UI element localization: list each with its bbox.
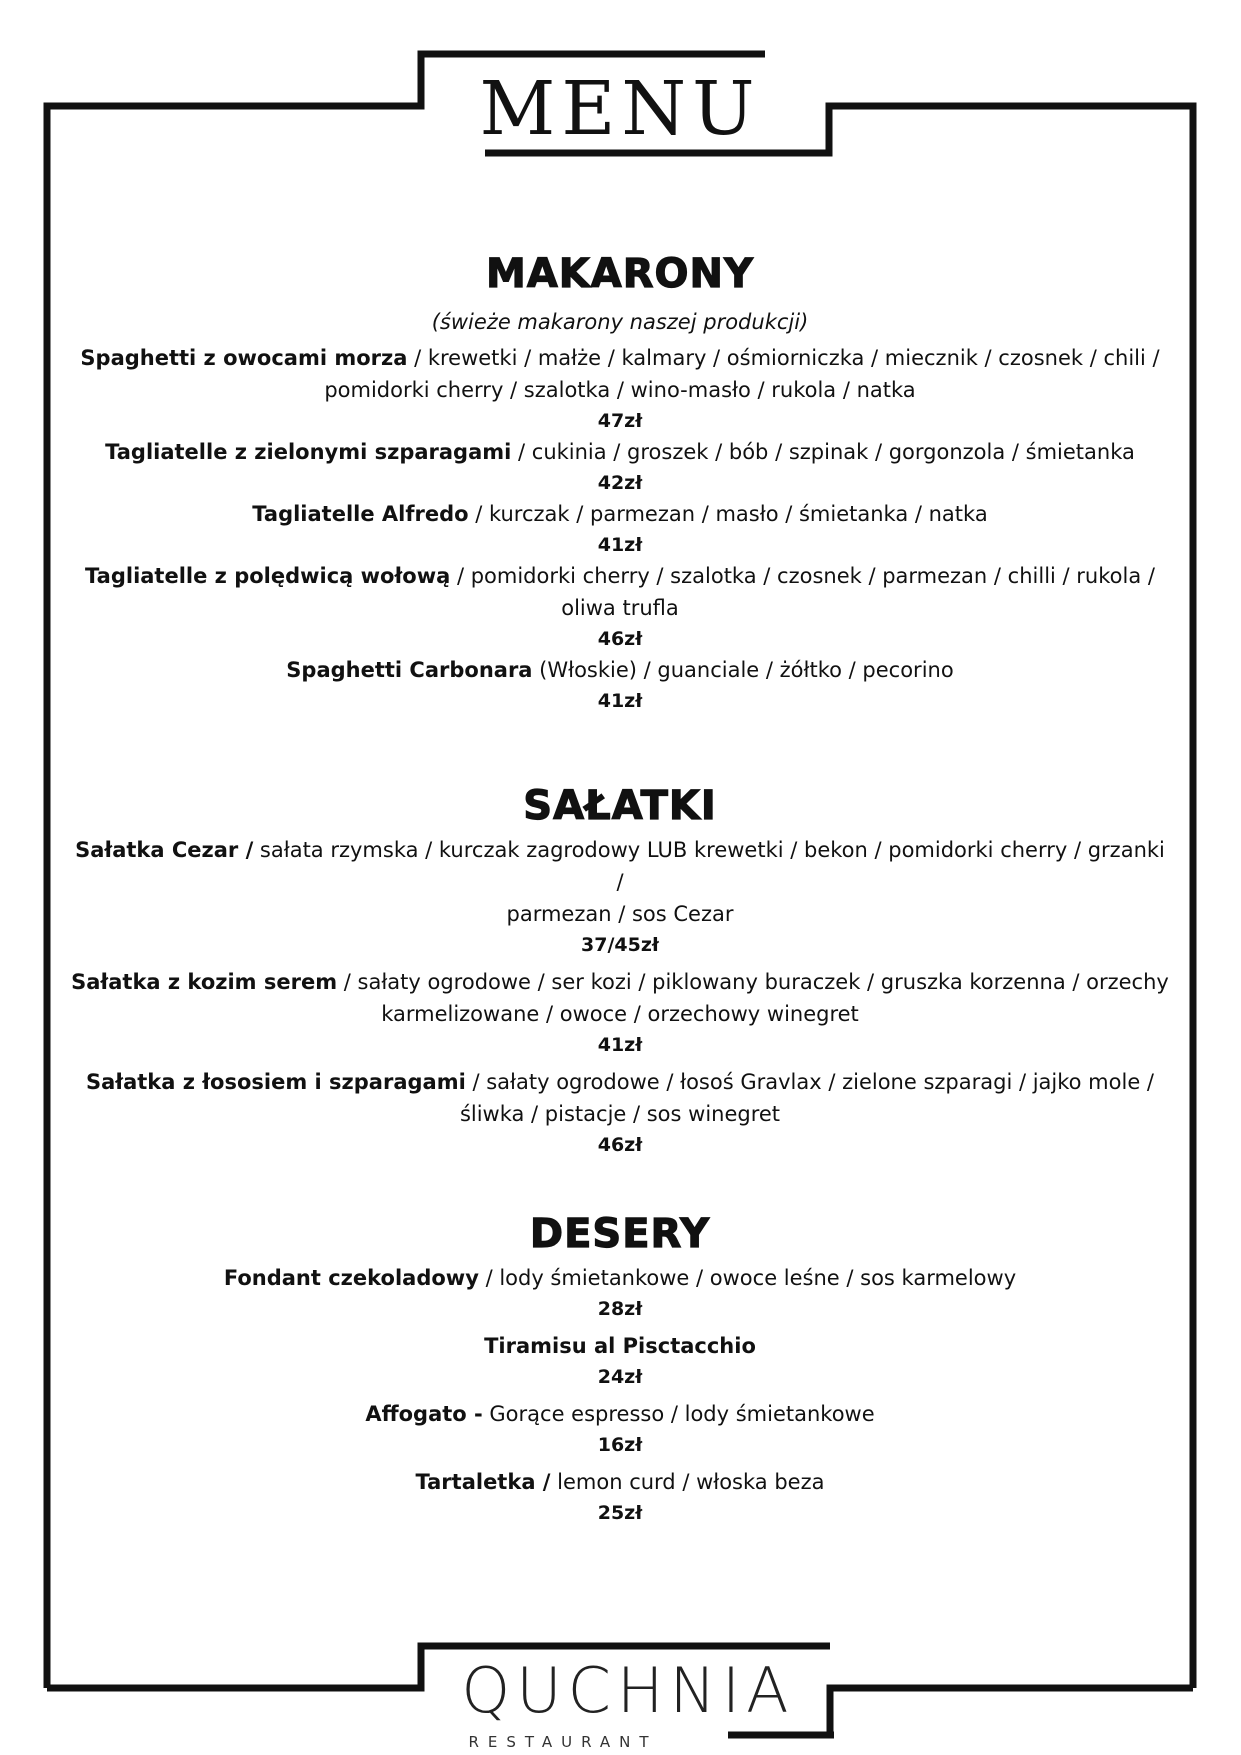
menu-item bbox=[70, 966, 1170, 1060]
item-name: Spaghetti z owocami morza bbox=[80, 346, 408, 370]
item-price: 16zł bbox=[597, 1434, 643, 1456]
section-makarony bbox=[70, 251, 1170, 716]
item-price: 41zł bbox=[597, 690, 643, 712]
menu-title: MENU bbox=[479, 66, 761, 152]
item-name: Tiramisu al Pisctacchio bbox=[484, 1334, 756, 1358]
item-name: Spaghetti Carbonara bbox=[286, 658, 533, 682]
item-price: 47zł bbox=[597, 410, 643, 432]
item-price: 28zł bbox=[597, 1298, 643, 1320]
item-ingredients: Gorące espresso / lody śmietankowe bbox=[482, 1402, 875, 1426]
item-ingredients: / sałaty ogrodowe / łosoś Gravlax / zielone szparagi / jajko mole / bbox=[465, 1070, 1154, 1094]
item-ingredients: sałata rzymska / kurczak zagrodowy LUB krewetki / bekon / pomidorki cherry / grzanki / bbox=[253, 838, 1165, 894]
item-ingredients-cont: parmezan / sos Cezar bbox=[506, 902, 734, 926]
item-ingredients: / lody śmietankowe / owoce leśne / sos karmelowy bbox=[478, 1266, 1017, 1290]
menu-item bbox=[70, 498, 1170, 560]
item-price: 37/45zł bbox=[581, 934, 659, 956]
item-name: Tagliatelle z polędwicą wołową bbox=[85, 564, 451, 588]
item-name: Tagliatelle Alfredo bbox=[252, 502, 469, 526]
item-name: Tartaletka / bbox=[415, 1470, 551, 1494]
menu-item bbox=[70, 436, 1170, 498]
menu-item bbox=[70, 1330, 1170, 1392]
item-ingredients: lemon curd / włoska beza bbox=[550, 1470, 825, 1494]
item-ingredients: / cukinia / groszek / bób / szpinak / gorgonzola / śmietanka bbox=[511, 440, 1135, 464]
item-name: Affogato - bbox=[365, 1402, 483, 1426]
item-price: 46zł bbox=[597, 628, 643, 650]
item-name: Sałatka z kozim serem bbox=[71, 970, 338, 994]
item-ingredients: / sałaty ogrodowe / ser kozi / piklowany buraczek / gruszka korzenna / orzechy bbox=[337, 970, 1169, 994]
item-ingredients: / krewetki / małże / kalmary / ośmiorniczka / miecznik / czosnek / chili / bbox=[407, 346, 1160, 370]
menu-item bbox=[70, 1262, 1170, 1324]
menu-item bbox=[70, 560, 1170, 654]
item-name: Sałatka Cezar / bbox=[75, 838, 254, 862]
brand-logo-text: QUCHNIA bbox=[461, 1654, 795, 1727]
menu-item bbox=[70, 654, 1170, 716]
section-title: SAŁATKI bbox=[523, 783, 717, 829]
item-ingredients: / kurczak / parmezan / masło / śmietanka / natka bbox=[468, 502, 988, 526]
item-price: 41zł bbox=[597, 1034, 643, 1056]
menu-item bbox=[70, 834, 1170, 960]
menu-item bbox=[70, 1466, 1170, 1528]
item-ingredients: / pomidorki cherry / szalotka / czosnek / parmezan / chilli / rukola / bbox=[450, 564, 1155, 588]
item-ingredients-cont: oliwa trufla bbox=[561, 596, 679, 620]
item-ingredients: (Włoskie) / guanciale / żółtko / pecorino bbox=[532, 658, 954, 682]
section-desery bbox=[70, 1211, 1170, 1528]
item-price: 24zł bbox=[597, 1366, 643, 1388]
item-name: Sałatka z łososiem i szparagami bbox=[85, 1070, 466, 1094]
section-subtitle: (świeże makarony naszej produkcji) bbox=[431, 310, 809, 334]
menu-item bbox=[70, 342, 1170, 436]
menu-item bbox=[70, 1398, 1170, 1460]
section-salatki bbox=[70, 783, 1170, 1160]
item-ingredients-cont: pomidorki cherry / szalotka / wino-masło / rukola / natka bbox=[324, 378, 916, 402]
menu-item bbox=[70, 1066, 1170, 1160]
item-name: Tagliatelle z zielonymi szparagami bbox=[105, 440, 512, 464]
item-ingredients-cont: karmelizowane / owoce / orzechowy winegret bbox=[381, 1002, 859, 1026]
item-name: Fondant czekoladowy bbox=[223, 1266, 479, 1290]
section-title: DESERY bbox=[529, 1211, 711, 1257]
item-price: 41zł bbox=[597, 534, 643, 556]
item-ingredients-cont: śliwka / pistacje / sos winegret bbox=[459, 1102, 781, 1126]
item-price: 46zł bbox=[597, 1134, 643, 1156]
item-price: 42zł bbox=[597, 472, 643, 494]
section-title: MAKARONY bbox=[486, 251, 754, 297]
item-price: 25zł bbox=[597, 1502, 643, 1524]
brand-subtitle: RESTAURANT bbox=[468, 1733, 658, 1751]
